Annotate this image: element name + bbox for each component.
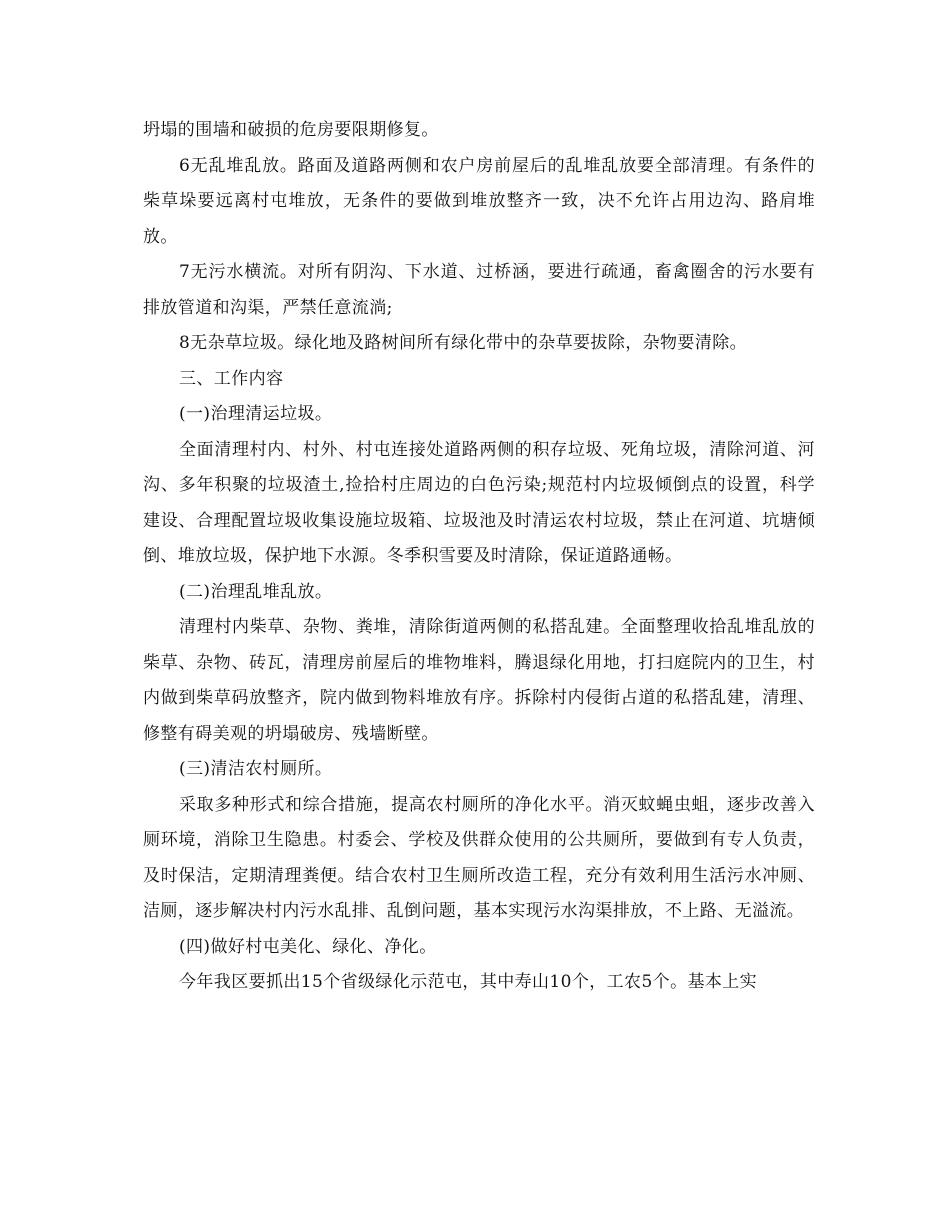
subsection-heading: (二)治理乱堆乱放。	[179, 581, 333, 602]
document-body	[143, 113, 815, 1001]
paragraph: 6无乱堆乱放。路面及道路两侧和农户房前屋后的乱堆乱放要全部清理。有条件的柴草垛要远离村屯堆放，无条件的要做到堆放整齐一致，决不允许占用边沟、路肩堆放。	[143, 155, 815, 247]
subsection-heading: (三)清洁农村厕所。	[179, 759, 333, 779]
paragraph: 清理村内柴草、杂物、粪堆，清除街道两侧的私搭乱建。全面整理收拾乱堆乱放的柴草、杂物、砖瓦，清理房前屋后的堆物堆料，腾退绿化用地，打扫庭院内的卫生，村内做到柴草码放整齐，院内做到物料堆放有序。拆除村内侵街占道的私搭乱建，清理、修整有碍美观的坍塌破房、残墙断壁。	[143, 617, 815, 744]
paragraph: 全面清理村内、村外、村屯连接处道路两侧的积存垃圾、死角垃圾，清除河道、河沟、多年积聚的垃圾渣土,捡拾村庄周边的白色污染;规范村内垃圾倾倒点的设置，科学建设、合理配置垃圾收集设施垃圾箱、垃圾池及时清运农村垃圾，禁止在河道、坑塘倾倒、堆放垃圾，保护地下水源。冬季积雪要及时清除，保证道路通畅。	[143, 439, 815, 566]
subsection-heading: (一)治理清运垃圾。	[179, 404, 333, 424]
section-heading: 三、工作内容	[179, 368, 284, 389]
paragraph: 采取多种形式和综合措施，提高农村厕所的净化水平。消灭蚊蝇虫蛆，逐步改善入厕环境，消除卫生隐患。村委会、学校及供群众使用的公共厕所，要做到有专人负责，及时保洁，定期清理粪便。结合农村卫生厕所改造工程，充分有效利用生活污水冲厕、洁厕，逐步解决村内污水乱排、乱倒问题，基本实现污水沟渠排放，不上路、无溢流。	[143, 794, 815, 921]
subsection-heading: (四)做好村屯美化、绿化、净化。	[179, 936, 437, 957]
paragraph: 今年我区要抓出15个省级绿化示范屯，其中寿山10个，工农5个。基本上实	[179, 972, 758, 992]
paragraph: 8无杂草垃圾。绿化地及路树间所有绿化带中的杂草要拔除，杂物要清除。	[179, 333, 748, 353]
paragraph: 7无污水横流。对所有阴沟、下水道、过桥涵，要进行疏通，畜禽圈舍的污水要有排放管道和沟渠，严禁任意流淌;	[143, 262, 815, 318]
paragraph: 坍塌的围墙和破损的危房要限期修复。	[143, 120, 439, 140]
